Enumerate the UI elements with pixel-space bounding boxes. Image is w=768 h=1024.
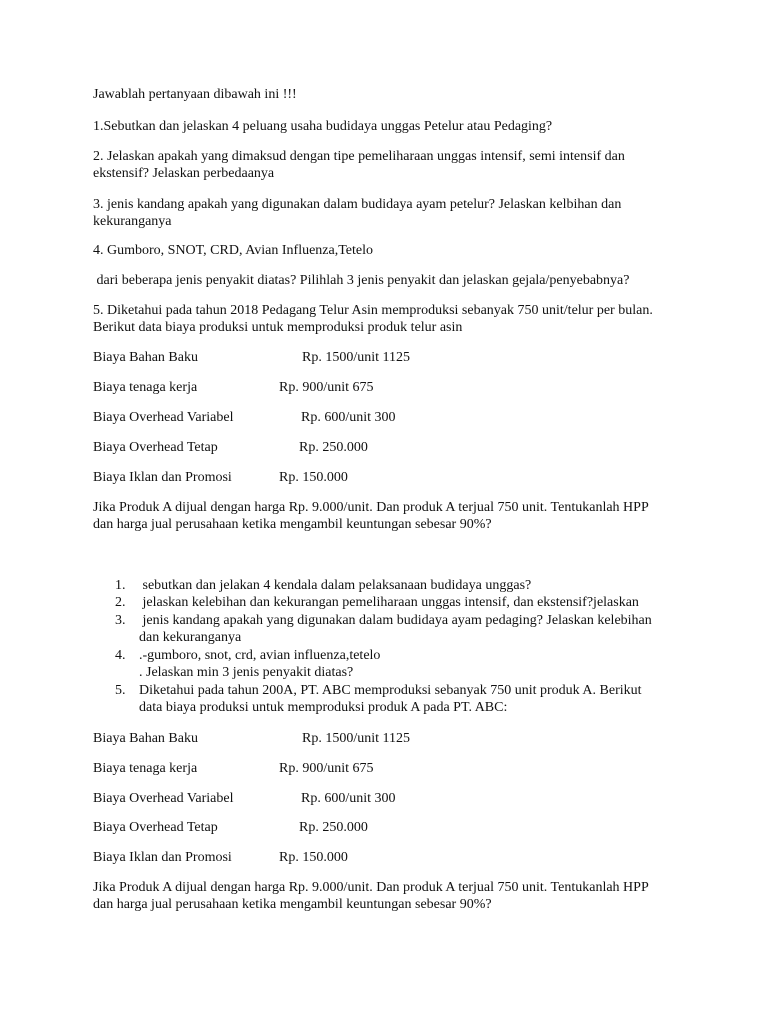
cost2-value-overhead-tetap: Rp. 250.000 xyxy=(299,820,368,835)
question-4: 4. Gumboro, SNOT, CRD, Avian Influenza,Tetelo xyxy=(93,243,374,258)
cost-label-tenaga-kerja: Biaya tenaga kerja xyxy=(93,380,198,395)
list-item-5-cont: data biaya produksi untuk memproduksi produk A pada PT. ABC: xyxy=(139,700,508,715)
cost2-value-bahan-baku: Rp. 1500/unit 1125 xyxy=(302,731,410,746)
list-item-1: sebutkan dan jelakan 4 kendala dalam pelaksanaan budidaya unggas? xyxy=(139,578,532,593)
cost2-value-tenaga-kerja: Rp. 900/unit 675 xyxy=(279,761,374,776)
question-2-line-2: ekstensif? Jelaskan perbedaanya xyxy=(93,166,275,181)
list-item-4: .-gumboro, snot, crd, avian influenza,tetelo xyxy=(139,648,381,663)
list-number-4: 4. xyxy=(115,648,126,663)
question-5-line-2: Berikut data biaya produksi untuk memproduksi produk telur asin xyxy=(93,320,463,335)
question-5-line-1: 5. Diketahui pada tahun 2018 Pedagang Telur Asin memproduksi sebanyak 750 unit/telur per bulan. xyxy=(93,303,653,318)
closing-line-2: dan harga jual perusahaan ketika mengambil keuntungan sebesar 90%? xyxy=(93,517,492,532)
cost2-value-iklan-promosi: Rp. 150.000 xyxy=(279,850,348,865)
list-item-3-cont: dan kekuranganya xyxy=(139,630,242,645)
list-number-5: 5. xyxy=(115,683,126,698)
cost-label-iklan-promosi: Biaya Iklan dan Promosi xyxy=(93,470,232,485)
instruction: Jawablah pertanyaan dibawah ini !!! xyxy=(93,87,297,102)
cost-value-tenaga-kerja: Rp. 900/unit 675 xyxy=(279,380,374,395)
cost-value-overhead-variabel: Rp. 600/unit 300 xyxy=(301,410,396,425)
closing2-line-2: dan harga jual perusahaan ketika mengambil keuntungan sebesar 90%? xyxy=(93,897,492,912)
list-item-3: jenis kandang apakah yang digunakan dalam budidaya ayam pedaging? Jelaskan kelebihan xyxy=(139,613,652,628)
list-item-2: jelaskan kelebihan dan kekurangan pemeliharaan unggas intensif, dan ekstensif?jelaskan xyxy=(139,595,639,610)
list-number-3: 3. xyxy=(115,613,126,628)
cost-label-bahan-baku: Biaya Bahan Baku xyxy=(93,350,198,365)
list-number-2: 2. xyxy=(115,595,126,610)
cost-label-overhead-tetap: Biaya Overhead Tetap xyxy=(93,440,218,455)
cost-value-overhead-tetap: Rp. 250.000 xyxy=(299,440,368,455)
question-4-sub: dari beberapa jenis penyakit diatas? Pilihlah 3 jenis penyakit dan jelaskan gejala/penyebabnya? xyxy=(93,273,630,288)
list-number-1: 1. xyxy=(115,578,126,593)
cost-value-iklan-promosi: Rp. 150.000 xyxy=(279,470,348,485)
closing-line-1: Jika Produk A dijual dengan harga Rp. 9.000/unit. Dan produk A terjual 750 unit. Tentukanlah HPP xyxy=(93,500,649,515)
cost-value-bahan-baku: Rp. 1500/unit 1125 xyxy=(302,350,410,365)
cost2-label-bahan-baku: Biaya Bahan Baku xyxy=(93,731,198,746)
cost2-label-overhead-tetap: Biaya Overhead Tetap xyxy=(93,820,218,835)
list-item-5: Diketahui pada tahun 200A, PT. ABC memproduksi sebanyak 750 unit produk A. Berikut xyxy=(139,683,642,698)
question-1: 1.Sebutkan dan jelaskan 4 peluang usaha budidaya unggas Petelur atau Pedaging? xyxy=(93,119,553,134)
question-3-line-1: 3. jenis kandang apakah yang digunakan dalam budidaya ayam petelur? Jelaskan kelbihan dan xyxy=(93,197,622,212)
cost2-label-iklan-promosi: Biaya Iklan dan Promosi xyxy=(93,850,232,865)
cost2-label-overhead-variabel: Biaya Overhead Variabel xyxy=(93,791,234,806)
question-3-line-2: kekuranganya xyxy=(93,214,172,229)
closing2-line-1: Jika Produk A dijual dengan harga Rp. 9.000/unit. Dan produk A terjual 750 unit. Tentukanlah HPP xyxy=(93,880,649,895)
cost2-value-overhead-variabel: Rp. 600/unit 300 xyxy=(301,791,396,806)
question-2-line-1: 2. Jelaskan apakah yang dimaksud dengan tipe pemeliharaan unggas intensif, semi intensif dan xyxy=(93,149,625,164)
cost-label-overhead-variabel: Biaya Overhead Variabel xyxy=(93,410,234,425)
cost2-label-tenaga-kerja: Biaya tenaga kerja xyxy=(93,761,198,776)
list-item-4-cont: . Jelaskan min 3 jenis penyakit diatas? xyxy=(139,665,354,680)
